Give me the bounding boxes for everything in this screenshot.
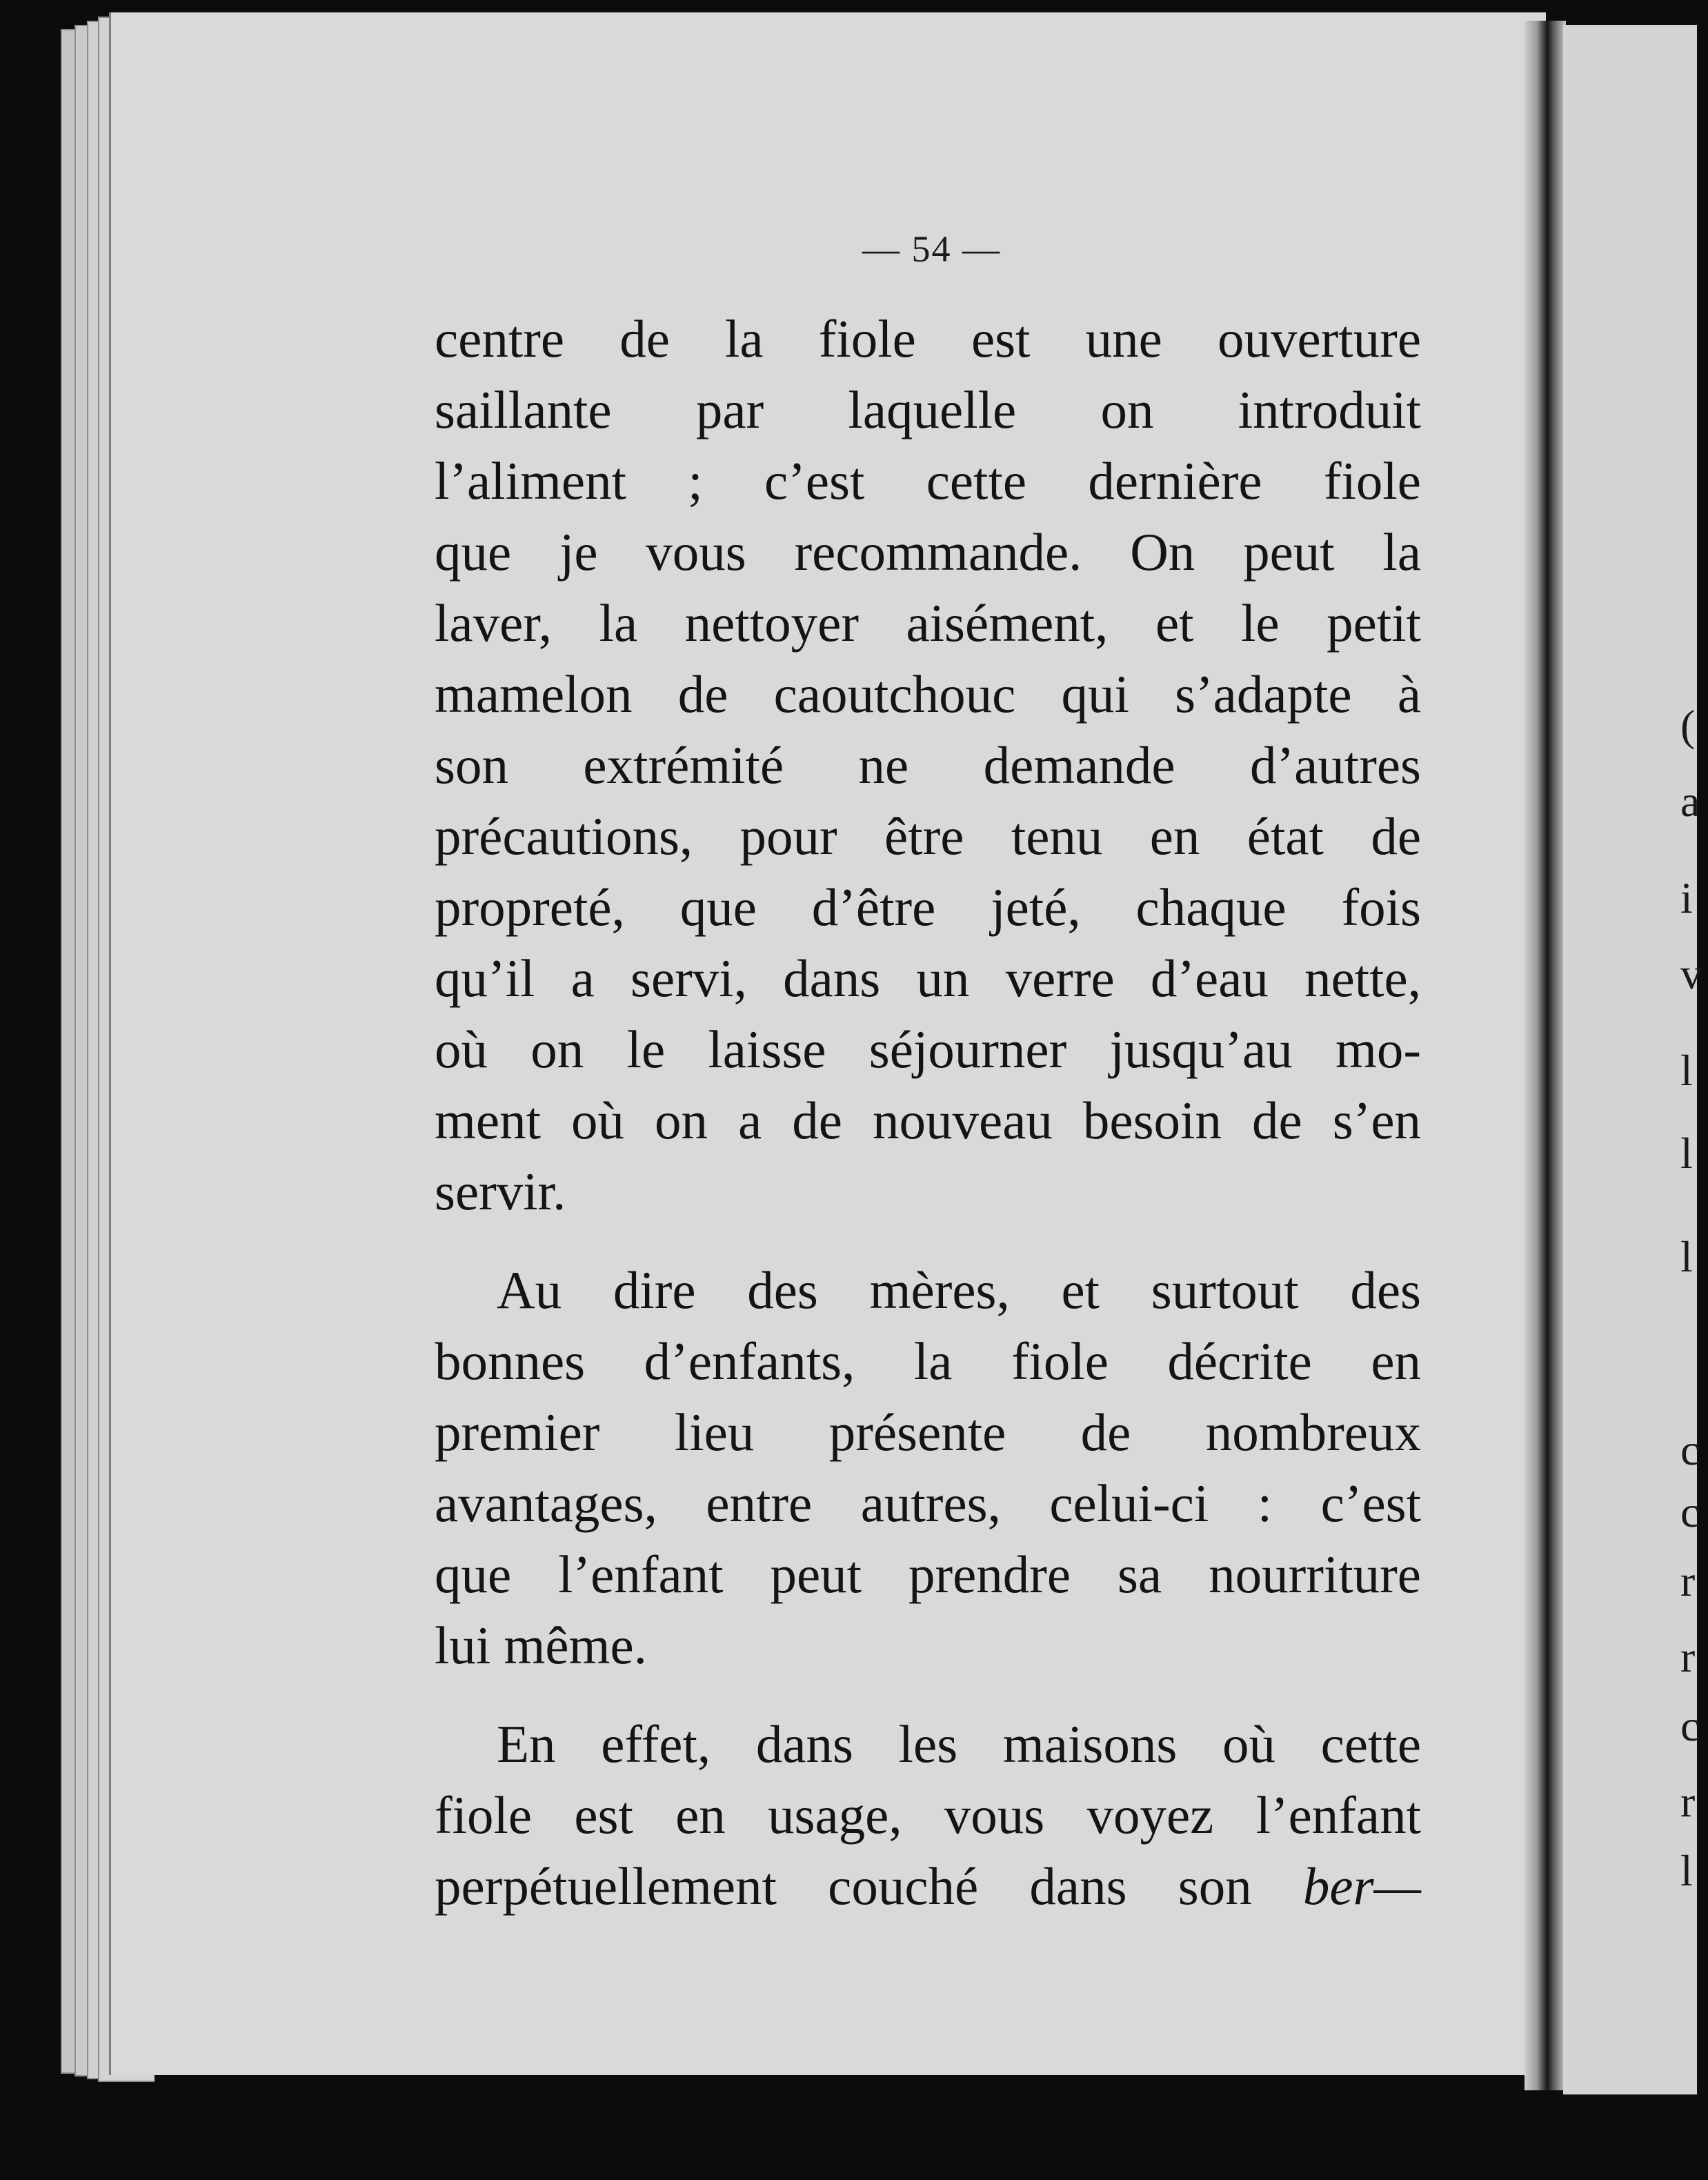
text-line: Au dire des mères, et surtout des: [497, 1260, 1421, 1320]
facing-fragment: a: [1680, 777, 1700, 826]
text-line: fiole est en usage, vous voyez l’enfant: [435, 1785, 1421, 1845]
paragraph: [435, 304, 1421, 1227]
text-line: précautions, pour être tenu en état de: [435, 806, 1421, 866]
text-line: saillante par laquelle on introduit: [435, 380, 1421, 439]
text-line: que l’enfant peut prendre sa nourriture: [435, 1545, 1421, 1604]
text-line-italic: ber—: [1302, 1856, 1421, 1916]
text-line: bonnes d’enfants, la fiole décrite en: [435, 1331, 1421, 1391]
text-line: l’aliment ; c’est cette dernière fiole: [435, 451, 1421, 511]
facing-fragment: r: [1680, 1777, 1696, 1826]
text-line: lui même.: [435, 1616, 647, 1675]
text-line-roman: perpétuellement couché dans son: [435, 1856, 1303, 1916]
paragraph: [435, 1255, 1421, 1681]
text-line: servir.: [435, 1162, 566, 1221]
text-line: mamelon de caoutchouc qui s’adapte à: [435, 664, 1421, 724]
facing-page-fragments: [1680, 0, 1708, 2180]
facing-fragment: r: [1680, 1632, 1696, 1681]
facing-fragment: l: [1680, 1129, 1693, 1178]
facing-fragment: l: [1680, 1232, 1693, 1281]
facing-fragment: v: [1680, 949, 1702, 998]
facing-fragment: (: [1680, 701, 1696, 750]
facing-fragment: r: [1680, 1556, 1696, 1605]
paragraph-gap: [435, 1227, 1421, 1255]
facing-fragment: l: [1680, 1046, 1693, 1095]
facing-fragment: c: [1680, 1701, 1700, 1750]
book-gutter: [1525, 21, 1566, 2090]
text-line: [435, 1851, 1421, 1922]
page-number: — 54 —: [862, 228, 1001, 270]
scan-border: [0, 2097, 1697, 2180]
text-line: qu’il a servi, dans un verre d’eau nette,: [435, 949, 1421, 1008]
text-line: centre de la fiole est une ouverture: [435, 309, 1421, 368]
text-line: laver, la nettoyer aisément, et le petit: [435, 593, 1421, 653]
text-line: son extrémité ne demande d’autres: [435, 735, 1421, 795]
facing-page: [1563, 25, 1697, 2094]
text-line: ment où on a de nouveau besoin de s’en: [435, 1091, 1421, 1150]
facing-fragment: l: [1680, 1846, 1693, 1895]
facing-fragment: c: [1680, 1487, 1700, 1536]
text-line: En effet, dans les maisons où cette: [497, 1714, 1421, 1774]
facing-fragment: c: [1680, 1425, 1700, 1474]
text-line: propreté, que d’être jeté, chaque fois: [435, 878, 1421, 937]
paragraph: [435, 1709, 1421, 1922]
text-line: que je vous recommande. On peut la: [435, 522, 1421, 582]
facing-fragment: i: [1680, 873, 1693, 922]
body-text: [435, 304, 1421, 1922]
text-line: où on le laisse séjourner jusqu’au mo-: [435, 1020, 1421, 1079]
text-line: avantages, entre autres, celui-ci : c’est: [435, 1474, 1421, 1533]
paragraph-gap: [435, 1681, 1421, 1709]
text-line: premier lieu présente de nombreux: [435, 1403, 1421, 1462]
